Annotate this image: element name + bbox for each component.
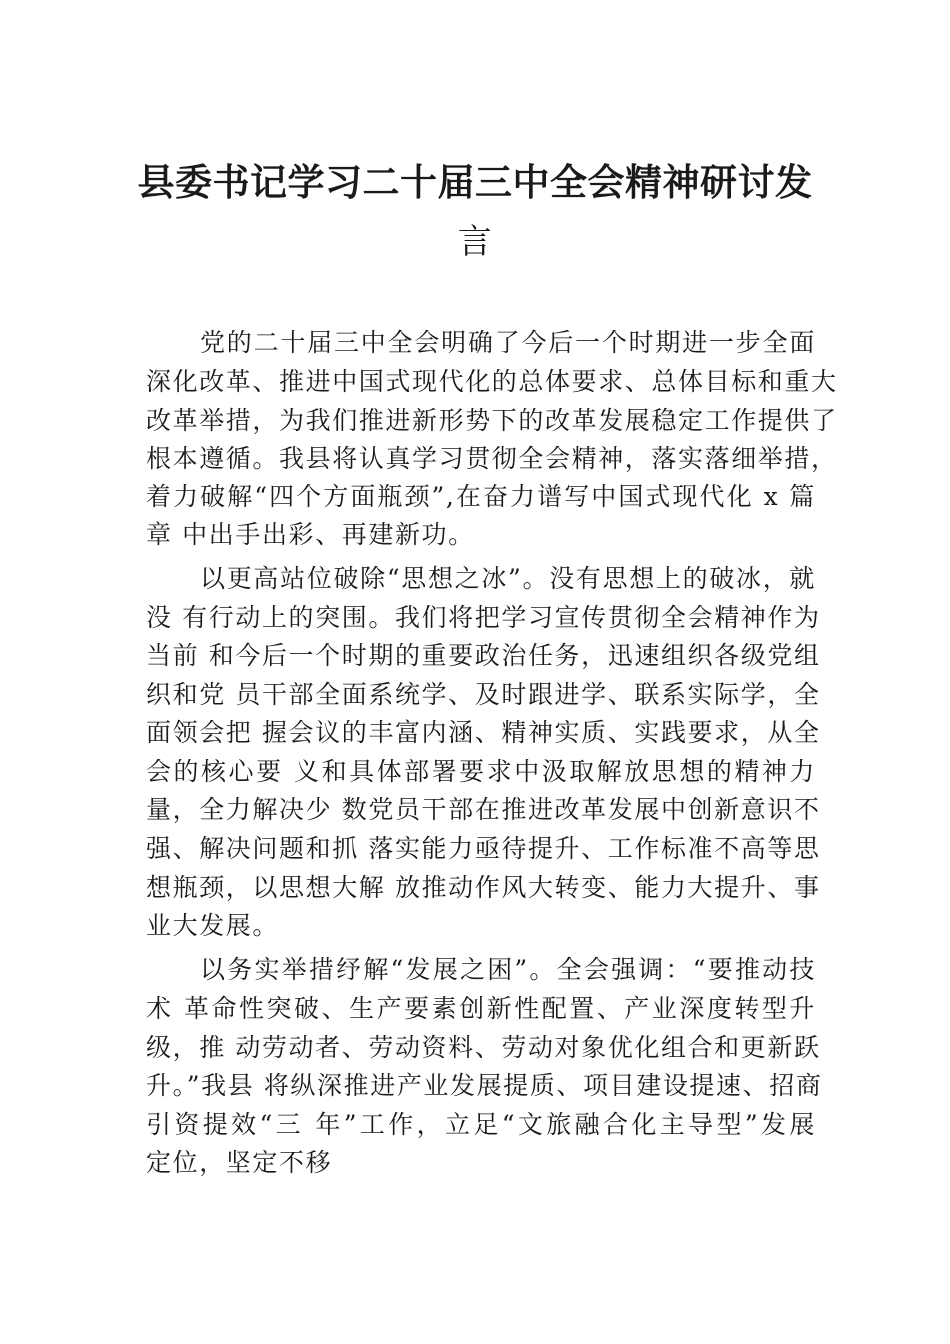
paragraph-line: 着力破解“四个方面瓶颈”,在奋力谱写中国式现代化 x 篇 [146,482,816,511]
paragraph-line: 量，全力解决少 数党员干部在推进改革发展中创新意识不 [146,795,821,824]
paragraph-line: 党的二十届三中全会明确了今后一个时期进一步全面 [200,328,816,357]
paragraph-line: 没 有行动上的突围。我们将把学习宣传贯彻全会精神作为 [146,603,821,632]
document-title-line-1: 县委书记学习二十届三中全会精神研讨发 [137,161,813,204]
paragraph-line: 升。”我县 将纵深推进产业发展提质、项目建设提速、招商 [146,1071,823,1100]
paragraph-line: 强、解决问题和抓 落实能力亟待提升、工作标准不高等思 [146,834,821,863]
document-title-line-2: 言 [457,222,493,262]
paragraph-line: 术 革命性突破、生产要素创新性配置、产业深度转型升 [146,994,816,1023]
paragraph-line: 面领会把 握会议的丰富内涵、精神实质、实践要求，从全 [146,718,821,747]
paragraph-line: 改革举措，为我们推进新形势下的改革发展稳定工作提供了 [146,406,838,435]
paragraph-line: 以务实举措纾解“发展之困”。全会强调：“要推动技 [200,955,816,984]
paragraph-line: 想瓶颈，以思想大解 放推动作风大转变、能力大提升、事 [146,873,821,902]
paragraph-line: 引资提效“三 年”工作，立足“文旅融合化主导型”发展 [146,1110,816,1139]
paragraph-line: 织和党 员干部全面系统学、及时跟进学、联系实际学，全 [146,680,821,709]
paragraph-line: 根本遵循。我县将认真学习贯彻全会精神，落实落细举措， [146,444,838,473]
paragraph-line: 以更高站位破除“思想之冰”。没有思想上的破冰，就 [200,564,816,593]
paragraph-line: 业大发展。 [146,911,280,940]
paragraph-line: 定位，坚定不移 [146,1148,333,1177]
paragraph-line: 级，推 动劳动者、劳动资料、劳动对象优化组合和更新跃 [146,1033,821,1062]
paragraph-line: 章 中出手出彩、再建新功。 [146,520,475,549]
paragraph-line: 会的核心要 义和具体部署要求中汲取解放思想的精神力 [146,757,816,786]
paragraph-line: 当前 和今后一个时期的重要政治任务，迅速组织各级党组 [146,641,821,670]
paragraph-line: 深化改革、推进中国式现代化的总体要求、总体目标和重大 [146,367,838,396]
